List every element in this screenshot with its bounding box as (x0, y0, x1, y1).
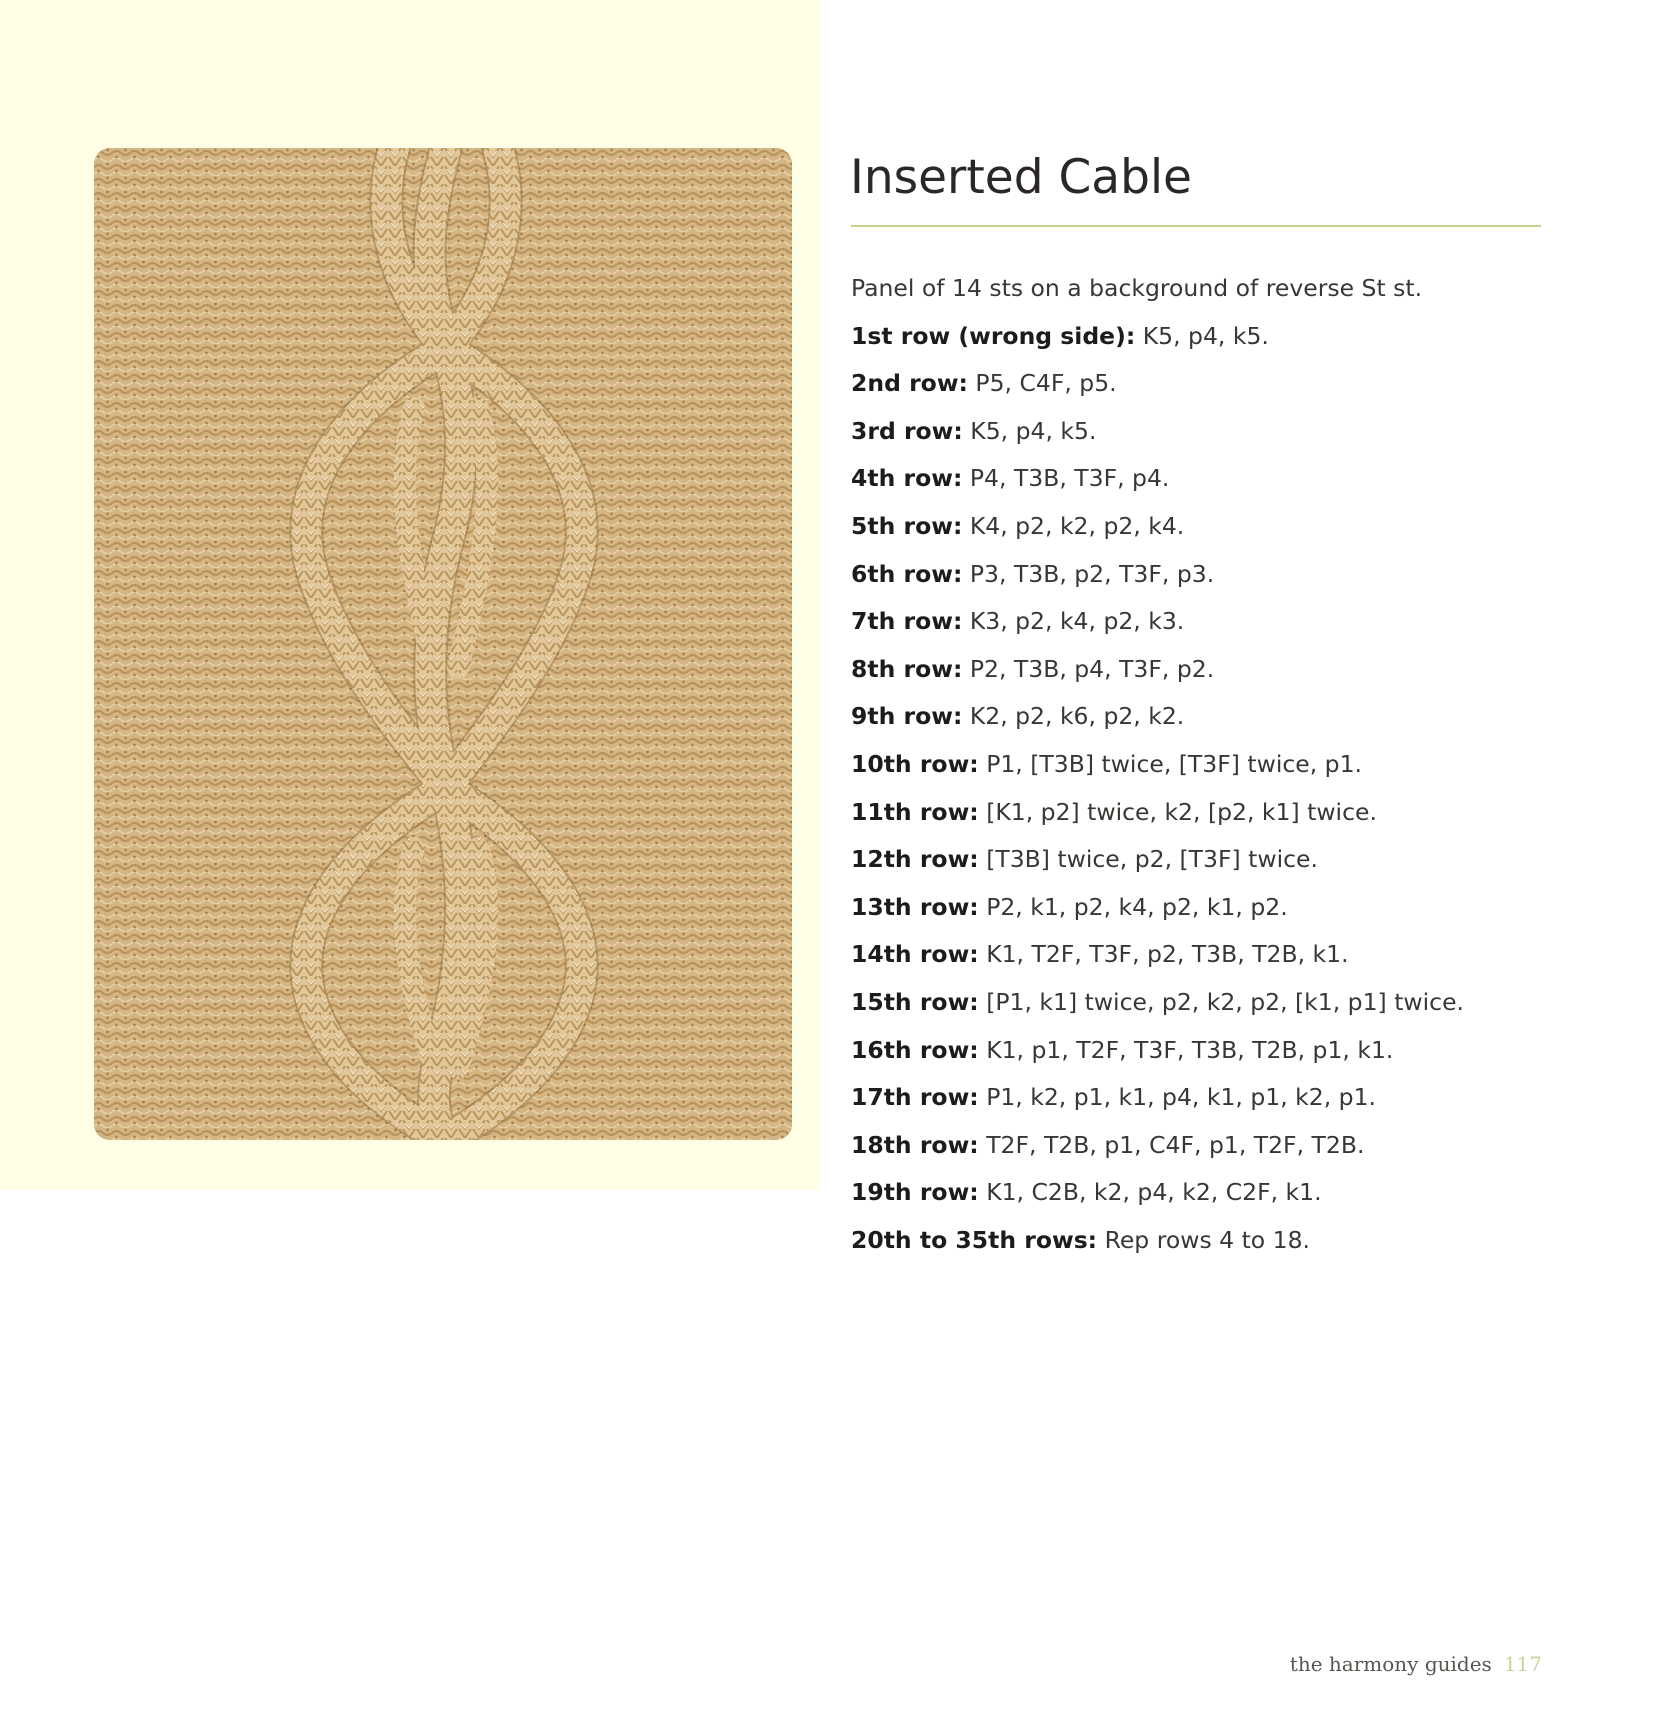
row-instruction: [P1, k1] twice, p2, k2, p2, [k1, p1] twice. (986, 987, 1465, 1016)
row-instruction: K1, p1, T2F, T3F, T3B, T2B, p1, k1. (986, 1035, 1394, 1064)
row-instruction: [T3B] twice, p2, [T3F] twice. (986, 845, 1318, 874)
row-instruction: K3, p2, k4, p2, k3. (969, 607, 1185, 636)
pattern-row (851, 408, 1571, 456)
row-instruction: K1, C2B, k2, p4, k2, C2F, k1. (986, 1178, 1322, 1207)
row-instruction: K2, p2, k6, p2, k2. (969, 702, 1185, 731)
pattern-intro: Panel of 14 sts on a background of reverse St st. (851, 274, 1423, 302)
pattern-row (851, 693, 1571, 741)
pattern-row (851, 836, 1571, 884)
page-footer (1290, 1652, 1542, 1676)
row-label: 5th row: (851, 511, 963, 540)
row-label: 9th row: (851, 702, 963, 731)
title-divider (851, 225, 1541, 227)
row-label: 7th row: (851, 607, 963, 636)
pattern-row (851, 741, 1571, 789)
pattern-row (851, 598, 1571, 646)
row-instruction: K1, T2F, T3F, p2, T3B, T2B, k1. (986, 940, 1349, 969)
row-instruction: P3, T3B, p2, T3F, p3. (969, 559, 1215, 588)
row-label: 11th row: (851, 797, 979, 826)
knitted-cable-swatch-photo (94, 148, 792, 1140)
row-label: 8th row: (851, 654, 963, 683)
row-instruction: P2, k1, p2, k4, p2, k1, p2. (986, 892, 1288, 921)
pattern-row (851, 1122, 1571, 1170)
row-instruction: K5, p4, k5. (1142, 321, 1269, 350)
pattern-row (851, 931, 1571, 979)
series-name: the harmony guides (1289, 1652, 1492, 1676)
row-label: 4th row: (851, 464, 963, 493)
row-instruction: K4, p2, k2, p2, k4. (969, 511, 1185, 540)
row-label: 18th row: (851, 1130, 979, 1159)
pattern-row (851, 313, 1571, 361)
pattern-row (851, 455, 1571, 503)
page-number: 117 (1503, 1652, 1542, 1676)
row-label: 10th row: (851, 749, 979, 778)
row-label: 19th row: (851, 1178, 979, 1207)
row-instruction: P1, k2, p1, k1, p4, k1, p1, k2, p1. (986, 1083, 1377, 1112)
row-instruction: T2F, T2B, p1, C4F, p1, T2F, T2B. (986, 1130, 1365, 1159)
pattern-row (851, 360, 1571, 408)
pattern-row (851, 884, 1571, 932)
row-label: 12th row: (851, 845, 979, 874)
pattern-instructions (851, 265, 1571, 1264)
row-instruction: P2, T3B, p4, T3F, p2. (969, 654, 1215, 683)
row-instruction: P5, C4F, p5. (975, 369, 1117, 398)
row-label: 14th row: (851, 940, 979, 969)
row-label: 6th row: (851, 559, 963, 588)
row-label: 3rd row: (851, 416, 963, 445)
row-label: 20th to 35th rows: (851, 1225, 1098, 1254)
pattern-row (851, 789, 1571, 837)
pattern-row (851, 1217, 1571, 1265)
pattern-row (851, 1074, 1571, 1122)
row-label: 17th row: (851, 1083, 979, 1112)
row-instruction: P1, [T3B] twice, [T3F] twice, p1. (986, 749, 1363, 778)
pattern-row (851, 551, 1571, 599)
row-list (851, 313, 1571, 1265)
pattern-row (851, 503, 1571, 551)
row-instruction: P4, T3B, T3F, p4. (969, 464, 1170, 493)
pattern-row (851, 646, 1571, 694)
row-instruction: Rep rows 4 to 18. (1104, 1225, 1311, 1254)
row-label: 2nd row: (851, 369, 968, 398)
row-label: 15th row: (851, 987, 979, 1016)
pattern-row (851, 1169, 1571, 1217)
row-instruction: [K1, p2] twice, k2, [p2, k1] twice. (986, 797, 1377, 826)
pattern-row (851, 979, 1571, 1027)
row-label: 16th row: (851, 1035, 979, 1064)
row-instruction: K5, p4, k5. (970, 416, 1097, 445)
row-label: 13th row: (851, 892, 979, 921)
pattern-title: Inserted Cable (850, 150, 1192, 205)
row-label: 1st row (wrong side): (851, 321, 1136, 350)
pattern-row (851, 1027, 1571, 1075)
